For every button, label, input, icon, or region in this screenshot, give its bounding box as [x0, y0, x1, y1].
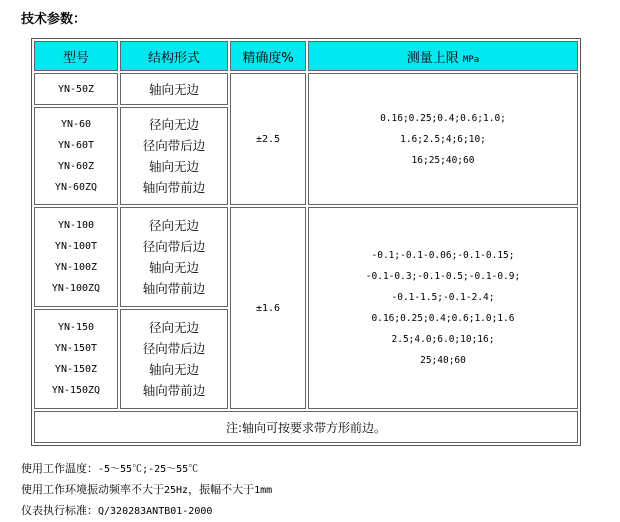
range-line: 1.6;2.5;4;6;10;: [400, 133, 486, 145]
temp-label: 使用工作温度：: [21, 462, 98, 475]
vib-label: 使用工作环境振动频率不大于: [21, 483, 164, 496]
structure-name: 轴向带前边: [142, 281, 206, 296]
std-value: Q/320283ANTB01-2000: [98, 506, 213, 517]
accuracy-value: ±2.5: [255, 133, 281, 145]
note-cell: [34, 411, 578, 443]
structure-name: 径向带后边: [142, 138, 206, 153]
range-line: 25;40;60: [420, 355, 466, 366]
model-name: YN-100T: [54, 241, 98, 252]
model-cell: [34, 207, 118, 307]
structure-name: 轴向无边: [148, 81, 199, 97]
header-range-unit: MPa: [462, 54, 480, 65]
range-line: 16;25;40;60: [411, 154, 475, 166]
header-accuracy: 精确度%: [230, 41, 306, 71]
structure-name: 径向无边: [148, 218, 199, 233]
structure-name: 轴向带前边: [142, 383, 206, 398]
structure-cell: [120, 207, 228, 307]
operating-temperature: [21, 459, 272, 480]
structure-cell: [120, 107, 228, 205]
model-name: YN-100ZQ: [51, 283, 101, 294]
vib-freq: 25Hz: [164, 485, 189, 496]
model-name: YN-50Z: [57, 83, 95, 95]
model-cell: [34, 107, 118, 205]
range-line: 0.16;0.25;0.4;0.6;1.0;1.6: [371, 313, 515, 324]
structure-name: 轴向无边: [148, 159, 199, 174]
section-heading: 技术参数：: [21, 12, 87, 27]
note-row: [34, 411, 578, 443]
range-line: 0.16;0.25;0.4;0.6;1.0;: [380, 112, 506, 124]
footer-specs: [21, 459, 272, 522]
model-name: YN-150ZQ: [51, 385, 101, 396]
model-name: YN-150Z: [54, 364, 98, 375]
structure-name: 径向带后边: [142, 239, 206, 254]
header-model: 型号: [34, 41, 118, 71]
header-range-label: 测量上限: [406, 50, 459, 66]
std-label: 仪表执行标准：: [21, 504, 98, 517]
structure-cell: [120, 73, 228, 105]
accuracy-cell: [230, 207, 306, 409]
range-line: -0.1;-0.1-0.06;-0.1-0.15;: [371, 250, 515, 261]
model-name: YN-150: [57, 322, 95, 333]
header-row: [34, 41, 578, 71]
table-row: [34, 207, 578, 307]
range-line: -0.1-0.3;-0.1-0.5;-0.1-0.9;: [365, 271, 521, 282]
accuracy-cell: [230, 73, 306, 205]
temp-value: -5～55℃;-25～55℃: [98, 464, 199, 475]
model-cell: [34, 73, 118, 105]
model-name: YN-100: [57, 220, 95, 231]
structure-name: 径向无边: [148, 320, 199, 335]
range-line: -0.1-1.5;-0.1-2.4;: [391, 292, 495, 303]
model-name: YN-60: [60, 119, 92, 130]
model-name: YN-60ZQ: [54, 182, 98, 193]
structure-name: 轴向无边: [148, 362, 199, 377]
model-name: YN-100Z: [54, 262, 98, 273]
vibration-spec: [21, 480, 272, 501]
vib-mid: ，振幅不大于: [188, 483, 255, 496]
model-name: YN-60Z: [57, 161, 95, 172]
model-cell: [34, 309, 118, 409]
range-line: 2.5;4.0;6.0;10;16;: [391, 334, 495, 345]
structure-name: 径向无边: [148, 117, 199, 132]
spec-table: [31, 38, 581, 446]
header-structure: 结构形式: [120, 41, 228, 71]
structure-cell: [120, 309, 228, 409]
vib-amp: 1mm: [254, 485, 273, 496]
model-name: YN-60T: [57, 140, 95, 151]
model-name: YN-150T: [54, 343, 98, 354]
structure-name: 径向带后边: [142, 341, 206, 356]
range-cell: [308, 73, 578, 205]
accuracy-value: ±1.6: [255, 302, 281, 314]
structure-name: 轴向带前边: [142, 180, 206, 195]
table-note: 注:轴向可按要求带方形前边。: [225, 420, 387, 435]
structure-name: 轴向无边: [148, 260, 199, 275]
range-cell: [308, 207, 578, 409]
table-row: [34, 73, 578, 105]
header-range: [308, 41, 578, 71]
